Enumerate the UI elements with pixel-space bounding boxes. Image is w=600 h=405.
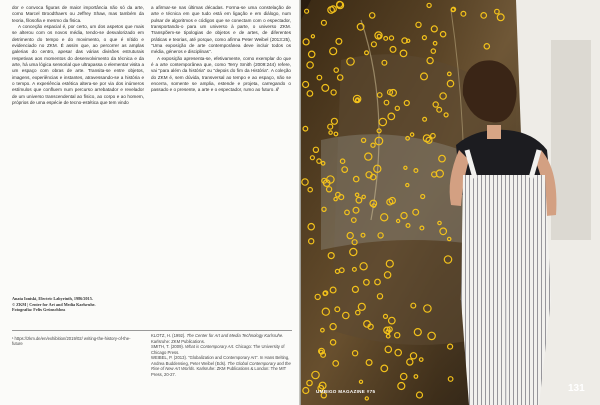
ref-title: The Center for Art and Media Technology Karlsruhe.: [186, 333, 284, 338]
caption-line: Anata Ioniski, Electric Labyrinth, 1986/2015.: [12, 296, 93, 301]
paragraph: A conceção espacial é, por certo, um dos aspetos que mais se alterou com os novos média, tendo-se desvalorizado em detrimento do tempo e do movimento, o que é nítido e evidenciado no ZKM. É assim que, ao percorrer as amplas galerias do centro, apesar das várias divisões estruturais respetivas aos momentos do desenvolvimento da técnica e da arte, há uma lógica sensorial que ultrapassa o elementar visita a um espaço com obras de arte. Transita-se entre objetos, imagens, experiências e instantes, atravessando-se a história e o tempo. A experiência estética altera-se por via dos inúmeros estímulos que confluem num percurso arrebatador e revelador de um universo transcendental ao físico, ao corpo e ao homem, próprios de uma espécie de tecno-estética que tem vindo: [12, 24, 144, 106]
paragraph: [151, 56, 291, 94]
magazine-name: UMBIGO MAGAZINE #75: [316, 389, 376, 394]
ref-text: KLOTZ, H. (1992).: [151, 333, 187, 338]
photo-caption: [12, 296, 144, 313]
reference-item: [151, 333, 291, 344]
reference-item: [151, 344, 291, 355]
ref-title: What is Contemporary Art.: [185, 344, 235, 350]
page-number: 131: [568, 383, 585, 394]
paragraph-text: A exposição apresenta-se, efetivamente, como exemplar do que é a arte contemporânea que, como Terry Smith (2009:244) refere, vai "para além da história" ou "depois do fim da História". A coleção do ZKM é, sem dúvida, transversal ao tempo e ao espaço, não se encerra, somente se amplia, estende e projeta, carregando o passado e o presente, a arte e o espectador, rumo ao futuro.: [151, 55, 291, 93]
end-mark: //: [275, 87, 279, 93]
paragraph: dor e convoca figuras de maior importância não só da arte, como Marcel Broodthaers ou Jeffrey Shaw, mas também da teoria, filosofia e mesmo da física.: [12, 5, 144, 23]
ref-title: The Global Contemporary and the Rise of New Art Worlds.: [151, 360, 291, 372]
text-column-2: [151, 5, 291, 94]
reference-item: [151, 355, 291, 377]
text-column-1: [12, 5, 144, 107]
divider-rule: [12, 330, 292, 331]
ref-text: WEIBEL, P. (2013). "Globalization and Contemporary Art". In Hans Belting, Andrea Buddensieg, Peter Weibel (Eds).: [151, 355, 290, 366]
artwork-photo: [301, 0, 600, 405]
references: [151, 333, 291, 377]
paragraph: a afirmar-se nas últimas décadas. Forma-se uma constelação de arte e técnica em que tudo está em ligação e em diálogo, num pulsar de algoritmos e códigos que se conectam com o espectador, transportando-o para um universo à parte, o universo ZKM. Transpõem-se tipologias de objetos e de artes, de diferentes práticas e teorias, até porque, como afirma Peter Weibel (2013:25), "Uma exposição de arte contemporânea deve incluir todos os média, géneros e disciplinas".: [151, 5, 291, 55]
footnote: ¹ https://zkm.de/en/exhibition/2019/02/ writing-the-history-of-the-future: [12, 336, 131, 347]
caption-line: Fotografia: Felix Grünschloss: [12, 307, 66, 313]
ref-publisher: Karlsruhe: ZKM Publications & London: The MIT Press, 20-27.: [151, 366, 287, 377]
ref-publisher: Chicago: The University of Chicago Press.: [151, 344, 285, 355]
caption-line: © ZKM | Center for Art and Media Karlsruhe.: [12, 301, 96, 307]
ref-publisher: Karlsruhe: ZKM Publications.: [151, 338, 205, 344]
photo-illustration: [301, 0, 600, 405]
ref-text: SMITH, T. (2009).: [151, 344, 186, 350]
